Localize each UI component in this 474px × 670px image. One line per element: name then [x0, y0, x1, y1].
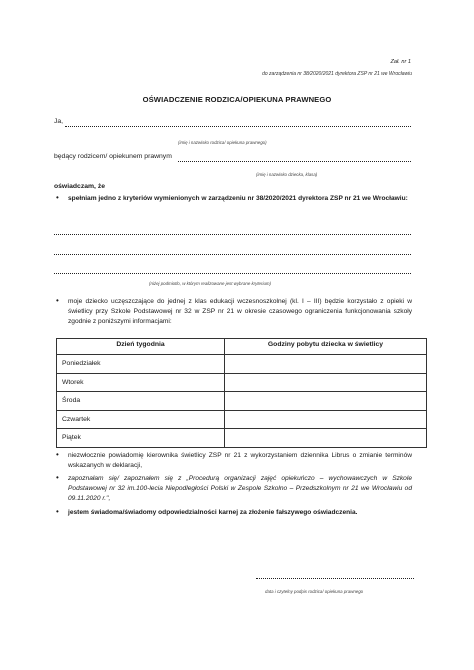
- hours-cell[interactable]: [225, 373, 427, 392]
- table-header-row: [57, 339, 427, 355]
- order-reference: do zarządzenia nr 38/2020/2021 dyrektora ZSP nr 21 we Wrocławiu: [262, 71, 412, 77]
- hours-cell[interactable]: [225, 410, 427, 429]
- table-row: [57, 373, 427, 392]
- bullet-icon: •: [56, 450, 59, 459]
- hours-cell[interactable]: [225, 392, 427, 411]
- bullet-icon: •: [56, 507, 59, 516]
- criteria-hint: (niżej podmiotlo, w którym realizowane jest wybrane kryterium): [149, 281, 272, 286]
- table-row: [57, 392, 427, 411]
- statement-notify: niezwłocznie powiadomię kierownika świetlicy ZSP nr 21 z wykorzystaniem dziennika Librus o zmianie terminów wskazanych w deklaracji,: [68, 452, 412, 469]
- hours-cell[interactable]: [225, 355, 427, 374]
- bullet-icon: •: [56, 193, 59, 202]
- day-cell: Piątek: [57, 429, 225, 448]
- table-row: [57, 410, 427, 429]
- child-info-text: moje dziecko uczęszczające do jednej z klas edukacji wczesnoszkolnej (kl. I – III) będzie korzystało z opieki w świetlicy przy Szkole Podstawowej nr 32 w ZSP nr 21 w okresie czasowego ograniczenia funkcjonowania szkoły zgodnie z poniższymi informacjami:: [68, 298, 412, 325]
- page-title: OŚWIADCZENIE RODZICA/OPIEKUNA PRAWNEGO: [142, 95, 332, 104]
- bullet-icon: •: [56, 473, 59, 482]
- declare-heading: oświadczam, że: [54, 183, 105, 190]
- table-row: [57, 355, 427, 374]
- bullet-icon: •: [56, 296, 59, 305]
- statement-liability: jestem świadoma/świadomy odpowiedzialności karnej za złożenie fałszywego oświadczenia.: [68, 509, 358, 516]
- child-name-field[interactable]: [178, 161, 411, 162]
- column-header-day: Dzień tygodnia: [57, 339, 225, 355]
- parent-name-hint: (imię i nazwisko rodzica/ opiekuna prawnego): [178, 140, 267, 145]
- signature-hint: data i czytelny podpis rodzica/ opiekuna prawnego: [265, 589, 364, 594]
- day-cell: Czwartek: [57, 410, 225, 429]
- criteria-line-1[interactable]: [54, 234, 411, 235]
- parent-name-field[interactable]: [65, 126, 411, 127]
- schedule-table: [56, 338, 427, 448]
- parent-label: będący rodzicem/ opiekunem prawnym: [54, 153, 172, 160]
- column-header-hours: Godziny pobytu dziecka w świetlicy: [225, 339, 427, 355]
- signature-field[interactable]: [256, 578, 414, 579]
- criteria-line-2[interactable]: [54, 254, 411, 255]
- criteria-text: spełniam jedno z kryteriów wymienionych w zarządzeniu nr 38/2020/2021 dyrektora ZSP nr 21 we Wrocławiu:: [68, 195, 408, 202]
- attachment-number: Zał. nr 1: [390, 59, 411, 65]
- statement-procedure: zapoznałam się/ zapoznałem się z „Procedurą organizacji zajęć opiekuńczo – wychowawczych w Szkole Podstawowej nr 32 im.100-lecia Niepodległości Polski w Zespole Szkolno – Przedszkolnym nr 21 we Wrocławiu od 09.11.2020 r.",: [68, 475, 412, 502]
- day-cell: Poniedziałek: [57, 355, 225, 374]
- table-row: [57, 429, 427, 448]
- child-name-hint: (imię i nazwisko dziecka, klasa): [256, 172, 318, 177]
- criteria-line-3[interactable]: [54, 273, 411, 274]
- ja-label: Ja,: [54, 118, 64, 125]
- day-cell: Środa: [57, 392, 225, 411]
- day-cell: Wtorek: [57, 373, 225, 392]
- hours-cell[interactable]: [225, 429, 427, 448]
